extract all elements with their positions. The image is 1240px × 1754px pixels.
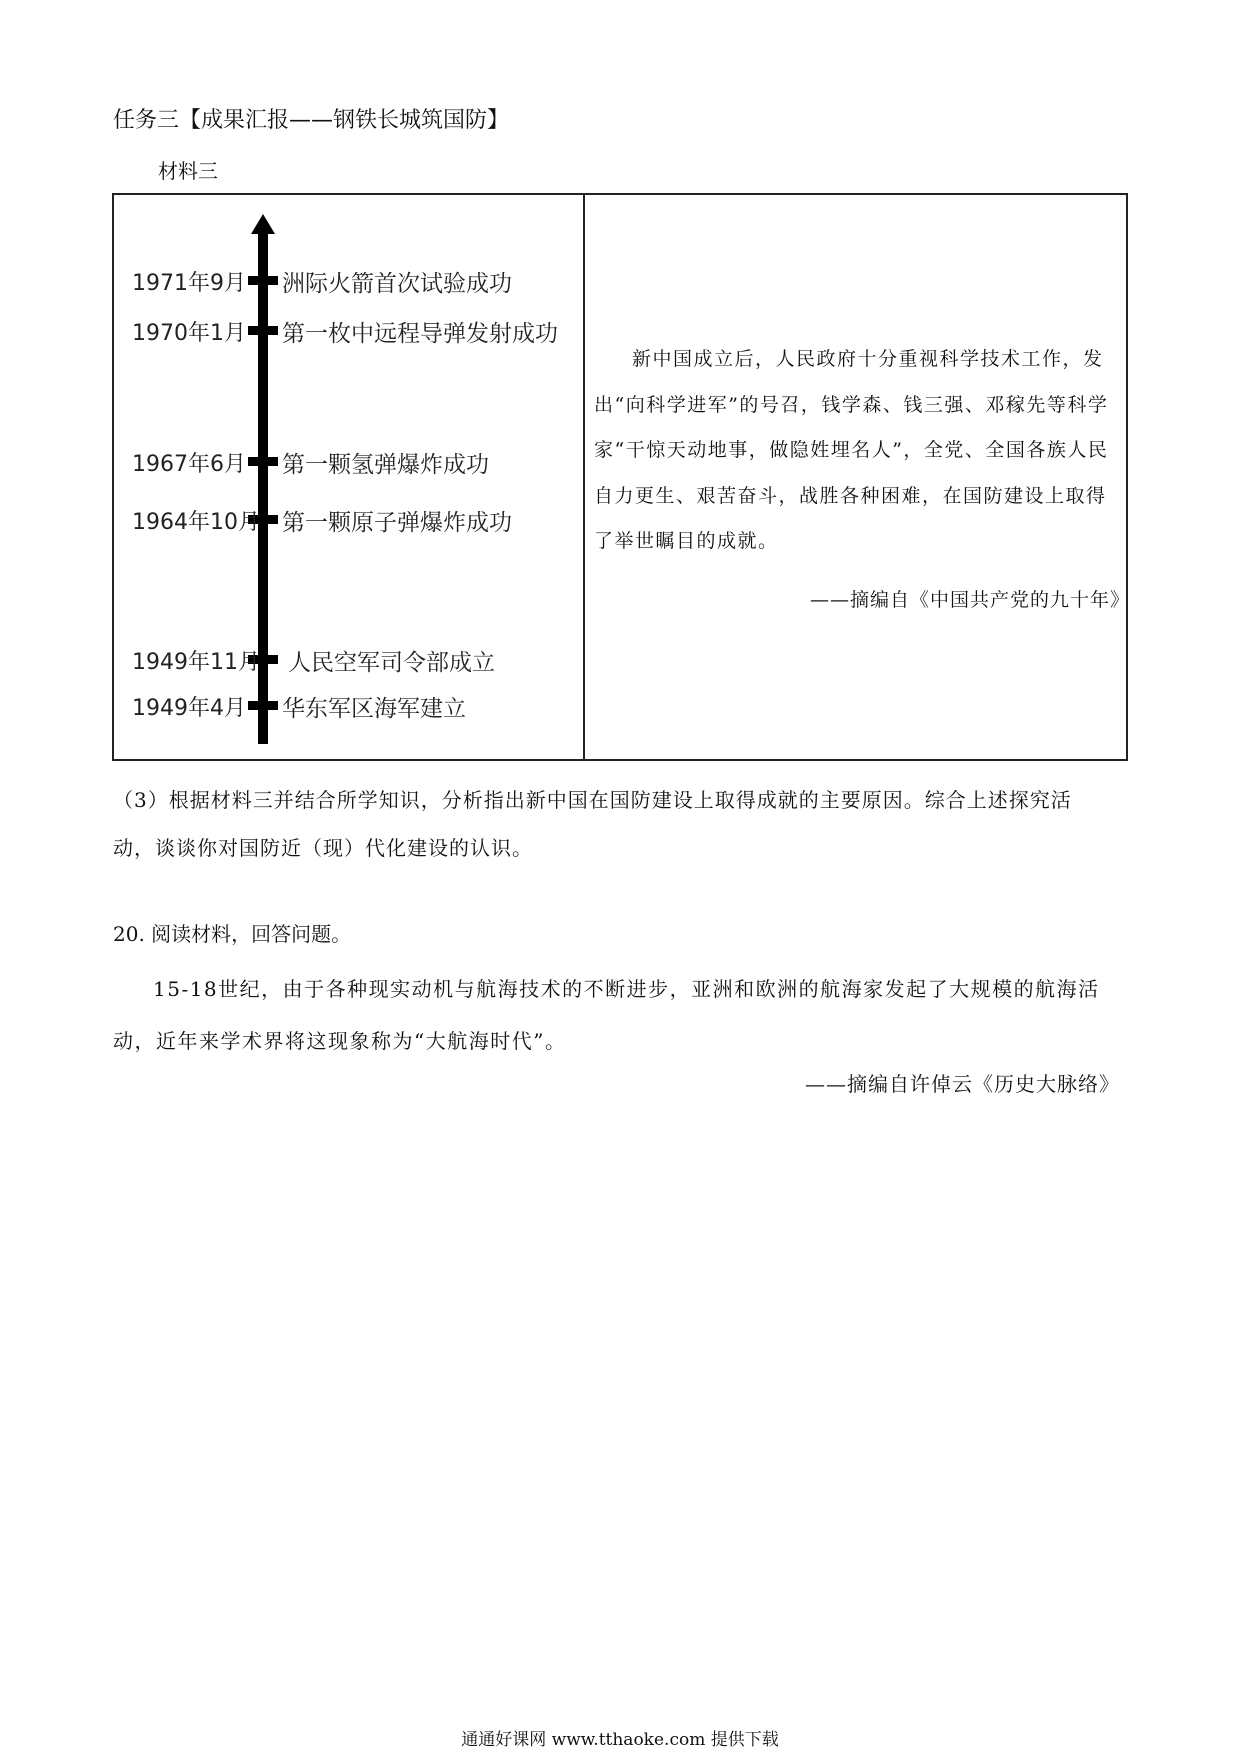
timeline-date: 1967年6月: [132, 452, 246, 477]
question-20-heading: 20. 阅读材料，回答问题。: [113, 922, 352, 946]
timeline-date: 1970年1月: [132, 321, 246, 346]
timeline-event: 第一颗氢弹爆炸成功: [282, 452, 489, 478]
timeline-arrow-icon: [251, 214, 275, 234]
question-20-passage: 15-18世纪，由于各种现实动机与航海技术的不断进步，亚洲和欧洲的航海家发起了大规模的航海活动，近年来学术界将这现象称为“大航海时代”。: [113, 977, 1100, 1053]
table-divider: [583, 193, 585, 761]
timeline-tick: [248, 326, 278, 335]
timeline-event: 华东军区海军建立: [282, 696, 466, 722]
timeline-tick: [248, 457, 278, 466]
task-title: 任务三【成果汇报——钢铁长城筑国防】: [113, 108, 510, 133]
timeline-date: 1949年4月: [132, 696, 246, 721]
question-3: （3）根据材料三并结合所学知识，分析指出新中国在国防建设上取得成就的主要原因。综合上述探究活动，谈谈你对国防近（现）代化建设的认识。: [113, 788, 1072, 860]
page-footer: 通通好课网 www.tthaoke.com 提供下载: [461, 1730, 779, 1750]
passage-source: ——摘编自许倬云《历史大脉络》: [805, 1072, 1120, 1096]
timeline-tick: [248, 701, 278, 710]
timeline-event: 第一枚中远程导弹发射成功: [282, 321, 558, 347]
timeline-date: 1971年9月: [132, 271, 246, 296]
timeline-event: 第一颗原子弹爆炸成功: [282, 510, 512, 536]
material-quote: 新中国成立后，人民政府十分重视科学技术工作，发出“向科学进军”的号召，钱学森、钱三强、邓稼先等科学家“干惊天动地事，做隐姓埋名人”，全党、全国各族人民自力更生、艰苦奋斗，战胜各种困难，在国防建设上取得了举世瞩目的成就。: [594, 348, 1109, 552]
quote-source: ——摘编自《中国共产党的九十年》: [809, 589, 1130, 611]
timeline-date: 1949年11月: [132, 650, 260, 675]
timeline-date: 1964年10月: [132, 510, 260, 535]
timeline-event: 人民空军司令部成立: [288, 650, 495, 676]
timeline-event: 洲际火箭首次试验成功: [282, 271, 512, 297]
timeline-tick: [248, 276, 278, 285]
material-label: 材料三: [158, 159, 218, 183]
